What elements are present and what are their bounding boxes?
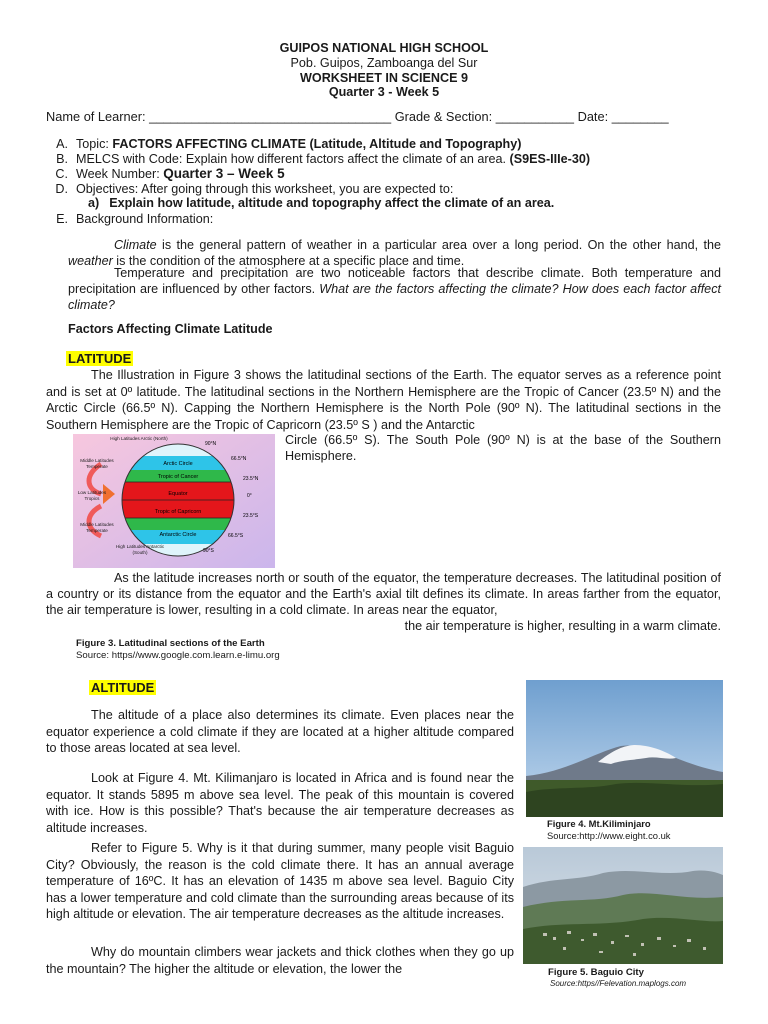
section-title: Factors Affecting Climate Latitude [68,322,273,336]
topic-label: Topic: [76,137,109,151]
item-d [46,181,736,195]
label-0: 0° [247,493,252,499]
baguio-photo [523,847,723,964]
item-a-letter: A. [56,137,68,151]
topic-value: FACTORS AFFECTING CLIMATE (Latitude, Altitude and Topography) [112,137,522,151]
temperate-south-band [113,518,243,530]
label-equator: Equator [168,491,188,497]
figure-4-caption: Figure 4. Mt.Kiliminjaro [547,818,651,829]
week-value: Quarter 3 – Week 5 [163,166,285,181]
label-high-latitudes-north: High Latitudes Arctic (North) [110,436,168,441]
label-middle-latitudes-north: Middle Latitudes Temperate [80,458,114,469]
altitude-paragraph-4: Why do mountain climbers wear jackets and thick clothes when they go up the mountain? The higher the altitude or elevation, the lower the [46,945,514,976]
label-tropic-capricorn: Tropic of Capricorn [154,509,202,515]
school-address: Pob. Guipos, Zamboanga del Sur [290,56,478,70]
p1-text-1: is the general pattern of weather in a particular area over a long period. On the other hand, the [156,238,721,252]
objective-a [46,195,736,210]
item-c [46,166,736,181]
latitude-paragraph-2-end: the air temperature is higher, resulting in a warm climate. [404,619,721,633]
figure-4-source: Source:http://www.eight.co.uk [547,830,671,841]
term-climate: Climate [114,238,157,252]
latitude-diagram [73,434,275,568]
label-665s: 66.5°S [228,533,244,539]
name-field[interactable]: __________________________________ [149,109,392,124]
figure-3-caption: Figure 3. Latitudinal sections of the Earth [76,638,265,649]
p1-text-2: is the condition of the atmosphere at a specific place and time. [112,254,465,268]
date-label: Date: [577,109,609,124]
date-field[interactable]: ________ [611,109,669,124]
label-high-latitudes-south: High Latitudes Antarctic (South) [115,544,165,555]
label-665n: 66.5°N [231,456,247,462]
objective-a-text: Explain how latitude, altitude and topography affect the climate of an area. [109,196,555,210]
label-235n: 23.5°N [243,476,259,482]
label-90s: 90°S [203,548,214,554]
label-arctic-circle: Arctic Circle [163,461,193,467]
altitude-paragraph-3: Refer to Figure 5. Why is it that during summer, many people visit Baguio City? Obviously, the reason is the cold climate there. It has an annual average temperature of 16ºC. It has an elevation of 1435 m above sea level. Baguio City has a lower temperature and cold climate than the surrounding areas because of its high altitude or elevation. The air temperature decreases as the altitude increases. [46,841,514,921]
item-b-letter: B. [56,152,68,166]
label-low-latitudes: Low Latitudes Tropics [77,490,107,501]
p2-question: What are the factors affecting the climate? How does each factor affect climate? [68,282,721,312]
label-middle-latitudes-south: Middle Latitudes Temperate [80,522,114,533]
latitude-heading: LATITUDE [68,351,132,366]
label-antarctic-circle: Antarctic Circle [159,532,197,538]
figure-5-source: Source:https//Felevation.maplogs.com [550,979,687,988]
item-e-letter: E. [56,212,68,226]
label-tropic-cancer: Tropic of Cancer [157,474,199,480]
grade-label: Grade & Section: [394,109,493,124]
figure-3-source: Source: https//www.google.com.learn.e-limu.org [76,650,280,661]
latitude-paragraph-1: The Illustration in Figure 3 shows the latitudinal sections of the Earth. The equator serves as a reference point and is set at 0º latitude. The latitudinal sections in the Northern Hemisphere are the Tropic of Cancer (23.5º N) and the Arctic Circle (66.5º N). Capping the Northern Hemisphere is the North Pole (90º N). The latitudinal sections in the Southern Hemisphere are the Tropic of Capricorn (23.5º S ) and the Antarctic [46,368,721,432]
objective-a-letter: a) [88,196,100,210]
label-235s: 23.5°S [243,513,259,519]
latitude-paragraph-1-wrap: Circle (66.5º S). The South Pole (90º N) is at the base of the Southern Hemisphere. [285,433,721,463]
objectives-label: Objectives: After going through this worksheet, you are expected to: [76,182,454,196]
kilimanjaro-photo [526,680,723,817]
background-label: Background Information: [76,212,214,226]
item-a [46,136,736,151]
worksheet-items [46,136,736,226]
altitude-paragraph-1: The altitude of a place also determines its climate. Even places near the equator experience a cold climate if they are located at a higher altitude compared to those areas located at sea level. [46,708,514,755]
item-e [46,211,736,226]
melcs-label: MELCS with Code: Explain how different factors affect the climate of an area. [76,152,507,166]
quarter-label: Quarter 3 - Week 5 [328,85,440,99]
item-b [46,151,736,166]
figure-5-caption: Figure 5. Baguio City [548,967,644,978]
term-weather: weather [68,254,113,268]
label-90n: 90°N [205,441,217,447]
altitude-heading: ALTITUDE [91,680,155,695]
background-paragraph-2 [68,265,721,313]
school-name: GUIPOS NATIONAL HIGH SCHOOL [279,41,489,55]
week-label: Week Number: [76,167,160,181]
latitude-paragraph-2: As the latitude increases north or south of the equator, the temperature decreases. The latitudinal position of a country or its distance from the equator and the Earth's axial tilt defines its climate. In areas farther from the equator, the air temperature is lower, resulting in a cold climate. In areas near the equator, [46,571,721,617]
altitude-paragraph-2: Look at Figure 4. Mt. Kilimanjaro is located in Africa and is found near the equator. It stands 5895 m above sea level. The peak of this mountain is covered with ice. How is this possible? That's because the air temperature decreases as altitude increases. [46,771,514,835]
item-d-letter: D. [55,182,68,196]
learner-info-line [46,109,736,125]
grade-field[interactable]: ___________ [495,109,575,124]
name-label: Name of Learner: [46,109,146,124]
p2-text: Temperature and precipitation are two noticeable factors that describe climate. Both temperature and precipitation are influenced by other factors. [68,266,721,296]
worksheet-title: WORKSHEET IN SCIENCE 9 [300,71,468,85]
item-c-letter: C. [55,167,68,181]
melcs-code: (S9ES-IIIe-30) [509,152,591,166]
